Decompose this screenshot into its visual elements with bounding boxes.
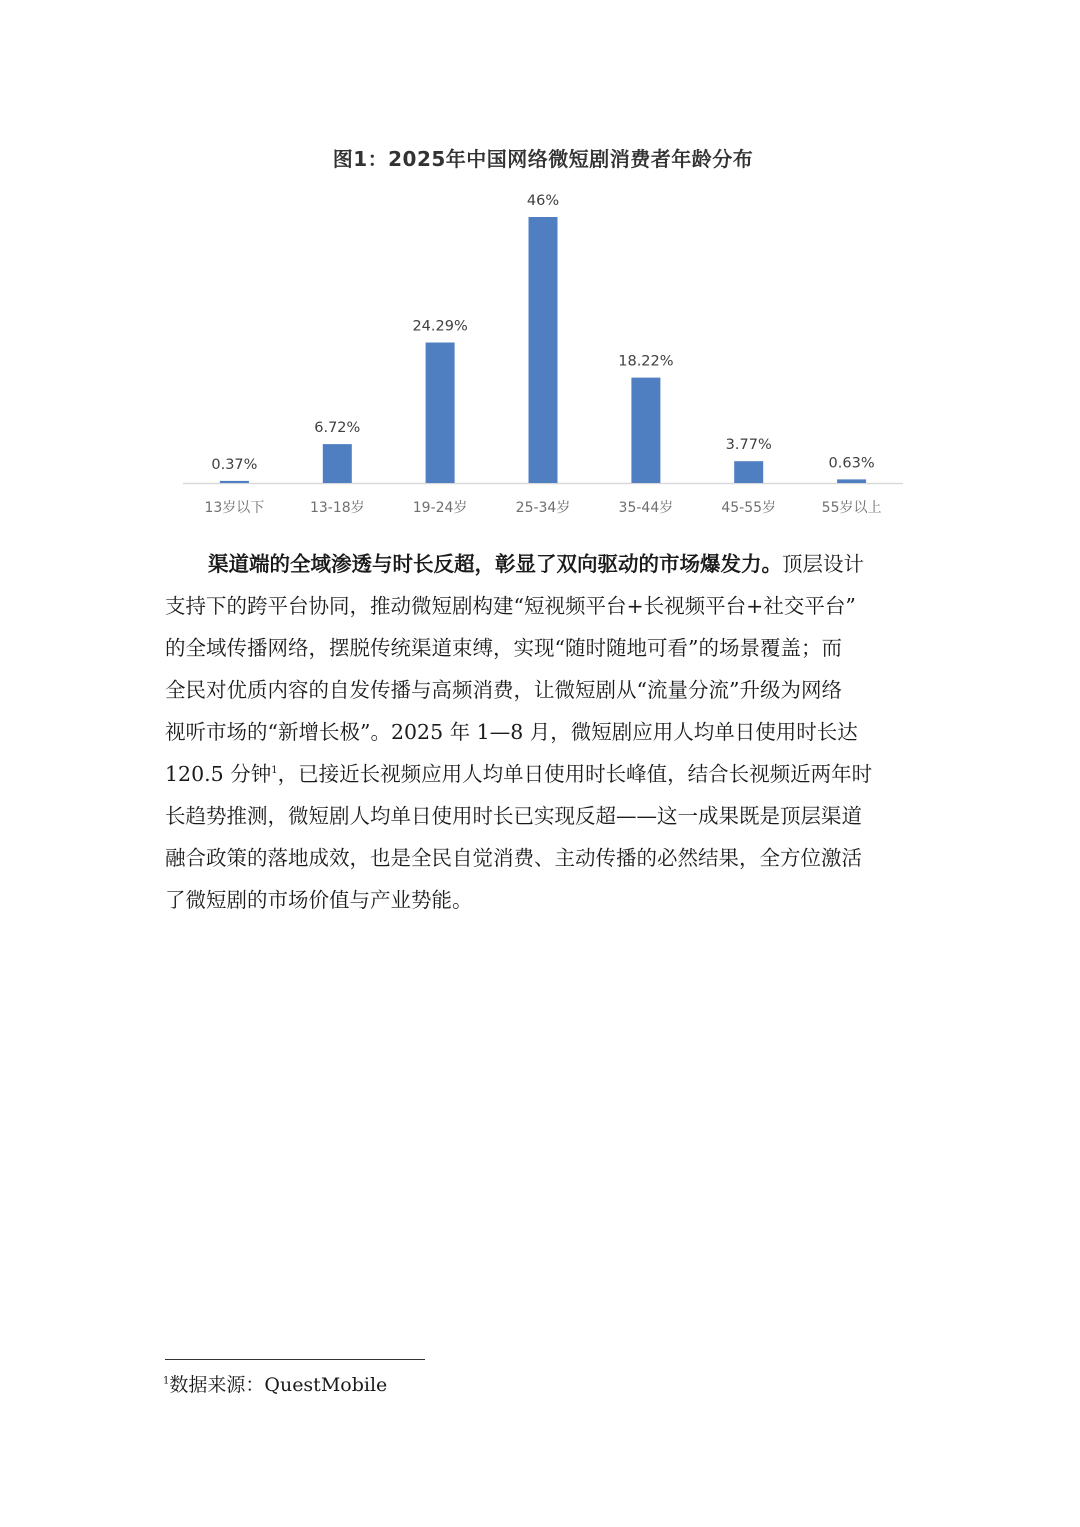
paragraph-line: 支持下的跨平台协同，推动微短剧构建“短视频平台+长视频平台+社交平台” [165, 594, 856, 618]
data-label: 24.29% [412, 318, 468, 335]
bar-chart [0, 180, 1080, 520]
data-label: 46% [526, 193, 560, 209]
x-tick-label: 35-44岁 [618, 500, 674, 516]
bar [837, 479, 866, 483]
bar [323, 444, 352, 483]
paragraph-line-text: 120.5 分钟 [165, 762, 272, 786]
paragraph-line: 视听市场的“新增长极”。2025 年 1—8 月，微短剧应用人均单日使用时长达 [165, 720, 858, 744]
chart-title: 图1：2025年中国网络微短剧消费者年龄分布 [332, 147, 754, 171]
bar [529, 217, 558, 483]
bar [631, 378, 660, 483]
x-tick-label: 25-34岁 [515, 500, 571, 516]
paragraph-line: 的全域传播网络，摆脱传统渠道束缚，实现“随时随地可看”的场景覆盖；而 [165, 636, 842, 660]
paragraph-line-text: ，已接近长视频应用人均单日使用时长峰值，结合长视频近两年时 [277, 762, 873, 786]
x-tick-label: 55岁以上 [821, 500, 882, 516]
paragraph-line: 了微短剧的市场价值与产业势能。 [165, 888, 473, 912]
data-label: 6.72% [314, 420, 361, 437]
paragraph-line [165, 753, 917, 795]
footnote-text: 数据来源：QuestMobile [169, 1374, 388, 1396]
paragraph-lead: 渠道端的全域渗透与时长反超，彰显了双向驱动的市场爆发力。 [208, 552, 782, 576]
footnote [163, 1370, 387, 1397]
paragraph-line [165, 543, 917, 585]
x-tick-label: 13-18岁 [309, 500, 365, 516]
paragraph-line: 融合政策的落地成效，也是全民自觉消费、主动传播的必然结果，全方位激活 [165, 846, 862, 870]
x-tick-label: 45-55岁 [721, 500, 777, 516]
bar [220, 481, 249, 483]
x-tick-label: 13岁以下 [204, 500, 265, 516]
data-label: 3.77% [725, 437, 772, 454]
data-label: 18.22% [618, 353, 674, 370]
footnote-reference[interactable]: 1 [271, 765, 278, 777]
bar [426, 343, 455, 484]
body-paragraph [165, 543, 917, 921]
x-tick-label: 19-24岁 [412, 500, 468, 516]
paragraph-line-text: 顶层设计 [782, 552, 864, 576]
paragraph-line: 长趋势推测，微短剧人均单日使用时长已实现反超——这一成果既是顶层渠道 [165, 804, 862, 828]
data-label: 0.63% [828, 455, 875, 472]
footnote-divider [165, 1359, 425, 1360]
paragraph-line: 全民对优质内容的自发传播与高频消费，让微短剧从“流量分流”升级为网络 [165, 678, 842, 702]
bar [734, 461, 763, 483]
footnote-mark: 1 [163, 1375, 170, 1387]
data-label: 0.37% [211, 456, 258, 473]
